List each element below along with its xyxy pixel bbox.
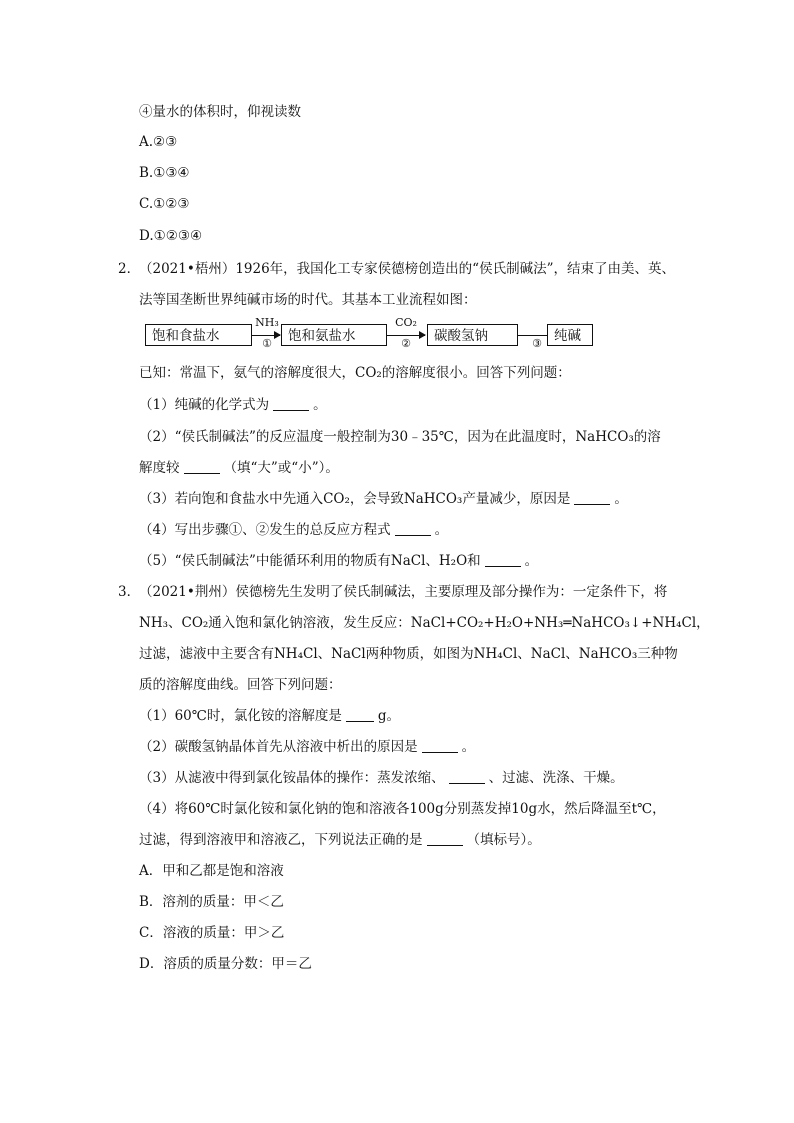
q2-sub5-text: （5）“侯氏制碱法”中能循环利用的物质有NaCl、H₂O和 [139,553,481,569]
q2-stem-line1: （2021•梧州）1926年，我国化工专家侯德榜创造出的“侯氏制碱法”，结束了由美、英、 [139,261,675,277]
answer-blank[interactable] [184,461,220,474]
answer-blank[interactable] [273,398,309,411]
answer-blank[interactable] [395,523,431,536]
q3-option-d: D．溶质的质量分数：甲＝乙 [139,956,312,972]
q3-sub3 [139,769,624,787]
q3-sub4-text: 过滤，得到溶液甲和溶液乙，下列说法正确的是 [139,832,423,848]
q3-stem-line2: NH₃、CO₂通入饱和氯化钠溶液，发生反应：NaCl+CO₂+H₂O+NH₃═NaHCO₃↓+NH₄Cl， [139,615,710,631]
q3-option-c: C．溶液的质量：甲＞乙 [139,925,285,941]
flow-box-ammonia-brine: 饱和氨盐水 [281,324,387,346]
q1-option-a: A.②③ [139,134,178,150]
flow-box-brine: 饱和食盐水 [145,324,252,346]
q2-sub3-end: 。 [614,491,628,507]
answer-blank[interactable] [422,740,458,753]
q1-item-4: ④量水的体积时，仰视读数 [139,104,301,120]
process-flow-diagram [145,316,605,352]
q2-sub5-end: 。 [524,553,539,569]
flow-arrow-1 [252,335,280,336]
flow-arrow-2-bottom: ② [401,337,411,350]
q3-sub3-text: （3）从滤液中得到氯化铵晶体的操作：蒸发浓缩、 [139,770,445,786]
q2-stem-line2: 法等国垄断世界纯碱市场的时代。其基本工业流程如图： [139,292,477,308]
q3-sub4-end: （填标号）。 [466,832,541,848]
q2-sub5 [139,552,538,570]
flow-box-soda-ash: 纯碱 [547,324,593,346]
flow-arrow-2 [387,335,425,336]
q1-option-b: B.①③④ [139,165,190,181]
flow-box-sodium-bicarbonate: 碳酸氢钠 [427,324,518,346]
q2-number: 2． [118,261,141,277]
q3-sub4-line1: （4）将60℃时氯化铵和氯化钠的饱和溶液各100g分别蒸发掉10g水，然后降温至t℃， [139,801,666,817]
q3-stem-line4: 质的溶解度曲线。回答下列问题： [139,677,342,693]
q2-sub2-line1: （2）“侯氏制碱法”的反应温度一般控制为30﹣35℃，因为在此温度时，NaHCO₃的溶 [139,429,661,445]
flow-arrow-1-top: NH₃ [255,316,279,329]
q2-known: 已知：常温下，氨气的溶解度很大，CO₂的溶解度很小。回答下列问题： [139,365,571,381]
q2-sub1-end: 。 [313,397,327,413]
q3-sub4-line2 [139,831,541,849]
answer-blank[interactable] [574,492,610,505]
q2-sub4-text: （4）写出步骤①、②发生的总反应方程式 [139,522,391,538]
q2-sub4-end: 。 [434,522,449,538]
q3-sub1 [139,707,400,725]
q3-option-b: B．溶剂的质量：甲＜乙 [139,894,284,910]
q1-option-c: C.①②③ [139,196,190,212]
q3-sub3-end: 、过滤、洗涤、干燥。 [488,770,624,786]
flow-arrow-3-bottom: ③ [532,337,542,350]
q2-sub2-line2 [139,459,339,477]
q1-option-d: D.①②③④ [139,228,203,244]
q3-stem-line1: （2021•荆州）侯德榜先生发明了侯氏制碱法，主要原理及部分操作为：一定条件下，将 [139,584,668,600]
answer-blank[interactable] [427,833,463,846]
answer-blank[interactable] [449,771,485,784]
q3-sub1-text: （1）60℃时，氯化铵的溶解度是 [139,708,342,724]
q2-sub1-text: （1）纯碱的化学式为 [139,397,270,413]
q2-sub1 [139,396,327,414]
q3-sub1-end: g。 [377,708,401,724]
flow-arrow-2-top: CO₂ [395,316,417,329]
answer-blank[interactable] [346,709,374,722]
q3-sub2-text: （2）碳酸氢钠晶体首先从溶液中析出的原因是 [139,739,418,755]
q2-sub4 [139,521,448,539]
q3-sub2 [139,738,475,756]
q2-sub3-text: （3）若向饱和食盐水中先通入CO₂，会导致NaHCO₃产量减少，原因是 [139,491,571,507]
flow-arrow-1-bottom: ① [262,337,272,350]
q3-number: 3． [118,584,141,600]
q3-option-a: A．甲和乙都是饱和溶液 [139,863,284,879]
q2-sub3 [139,490,628,508]
q3-stem-line3: 过滤，滤液中主要含有NH₄Cl、NaCl两种物质，如图为NH₄Cl、NaCl、NaHCO₃三种物 [139,646,678,662]
answer-blank[interactable] [485,554,521,567]
q3-sub2-end: 。 [461,739,476,755]
q2-sub2-end: （填“大”或“小”）。 [223,460,339,476]
q2-sub2-text: 解度较 [139,460,180,476]
